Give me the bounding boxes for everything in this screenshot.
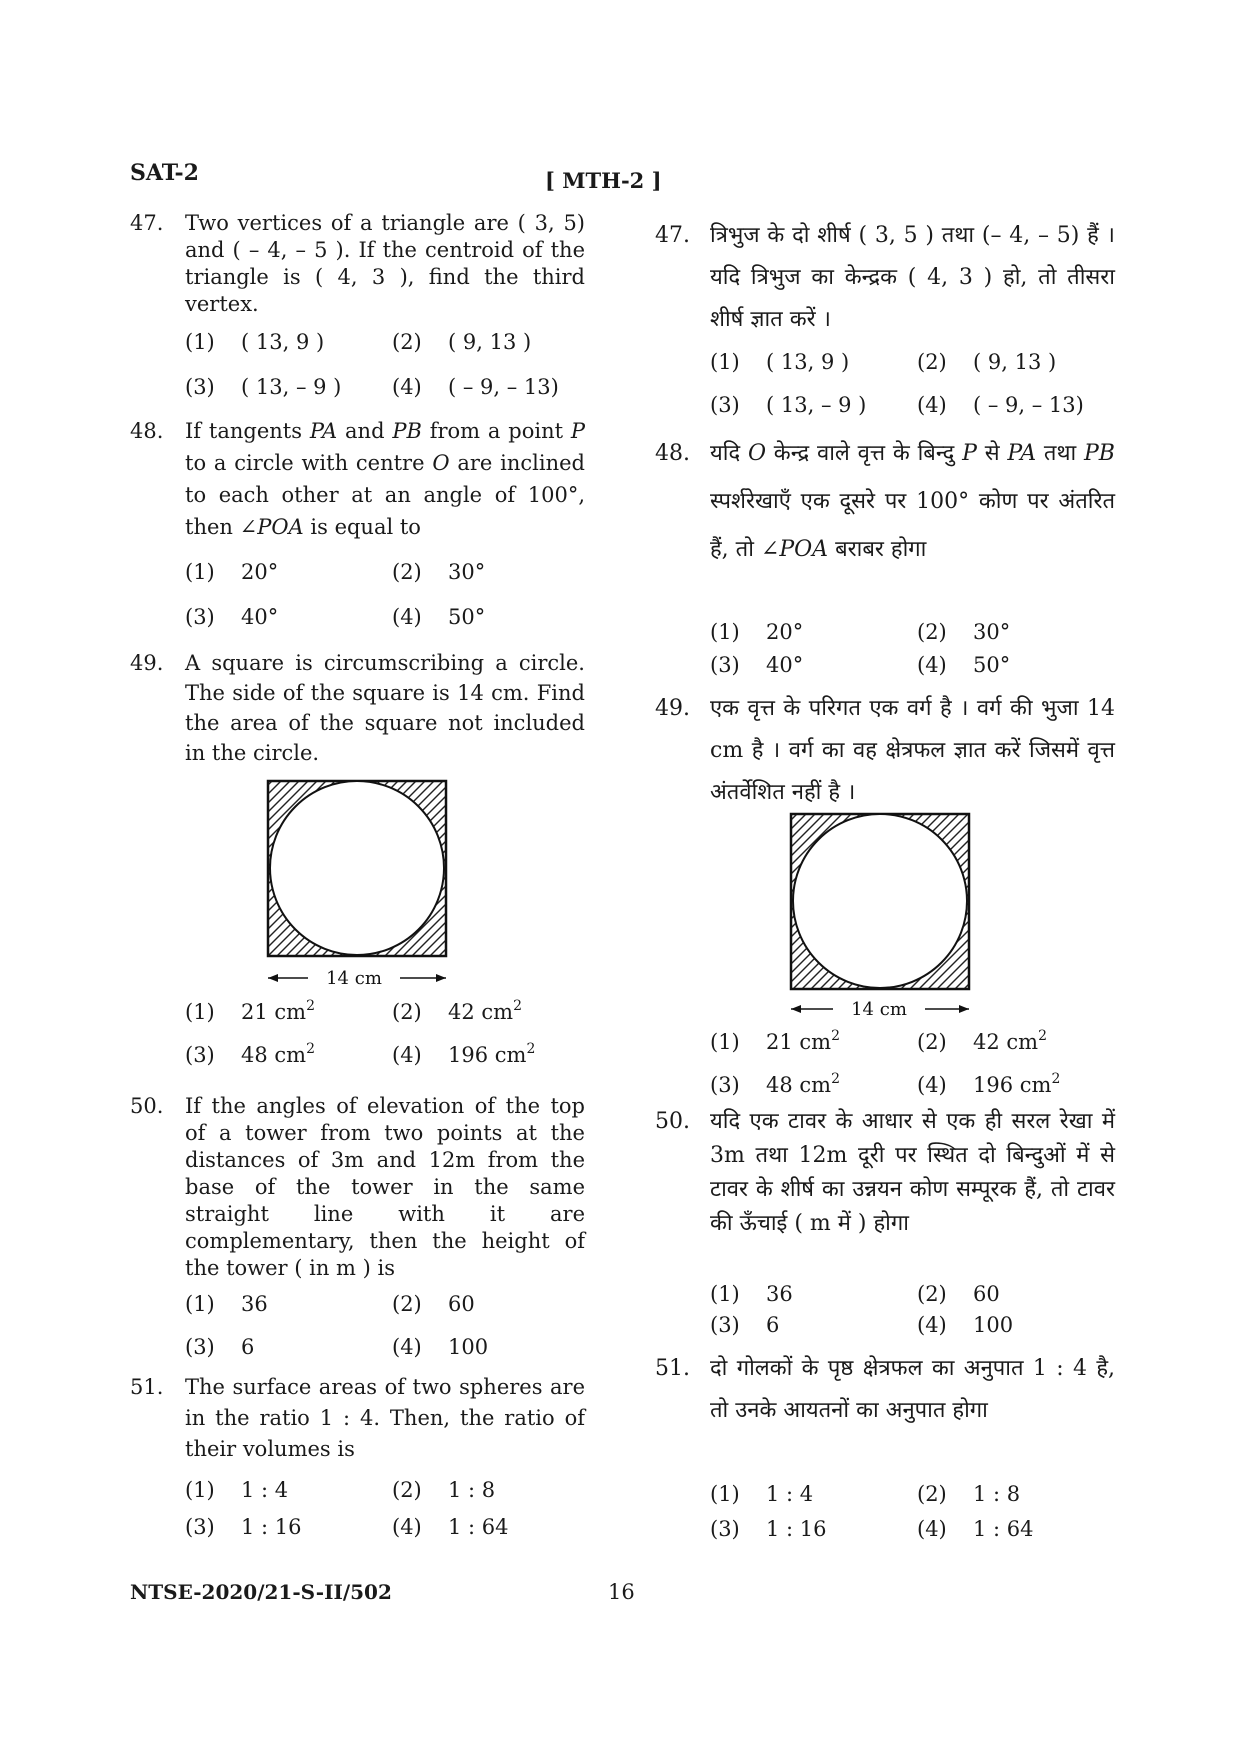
option-3: (3) 6 — [185, 1335, 255, 1359]
question-text: यदि एक टावर के आधार से एक ही सरल रेखा में 3m तथा 12m दूरी पर स्थित दो बिन्दुओं में से टावर के शीर्ष का उन्नयन कोण सम्पूरक हैं, तो टावर की ऊँचाई ( m में ) होगा — [710, 1109, 1115, 1236]
question-number: 51. — [655, 1356, 690, 1381]
question-number: 47. — [130, 211, 164, 235]
arrow-left-icon — [268, 974, 278, 982]
option-4: (4) 50° — [917, 653, 1011, 677]
inscribed-circle — [270, 781, 444, 955]
option-1: (1) 1 : 4 — [185, 1478, 289, 1502]
question-text: The surface areas of two spheres are in the ratio 1 : 4. Then, the ratio of their volumes is — [185, 1375, 585, 1461]
option-3: (3) ( 13, – 9 ) — [710, 393, 867, 417]
option-1: (1) ( 13, 9 ) — [710, 350, 850, 374]
option-1: (1) 20° — [185, 560, 279, 584]
option-1: (1) 36 — [185, 1292, 268, 1316]
arrow-right-icon — [436, 974, 446, 982]
page-number: 16 — [608, 1580, 635, 1604]
question-text: त्रिभुज के दो शीर्ष ( 3, 5 ) तथा (– 4, – 5) हैं । यदि त्रिभुज का केन्द्रक ( 4, 3 ) हो, तो तीसरा शीर्ष ज्ञात करें । — [710, 223, 1115, 332]
inscribed-circle — [793, 814, 967, 988]
question-text: दो गोलकों के पृष्ठ क्षेत्रफल का अनुपात 1 : 4 है, तो उनके आयतनों का अनुपात होगा — [710, 1356, 1115, 1423]
figure-dimension-label: 14 cm — [326, 968, 382, 989]
option-3: (3) 1 : 16 — [710, 1517, 827, 1541]
option-1: (1) 1 : 4 — [710, 1482, 814, 1506]
option-2: (2) 30° — [917, 620, 1011, 644]
option-4: (4) 1 : 64 — [917, 1517, 1034, 1541]
square-circle-figure-hi — [785, 808, 985, 1028]
arrow-left-icon — [791, 1005, 801, 1013]
option-2: (2) 42 $cm^2$ — [392, 998, 522, 1024]
option-4: (4) 100 — [917, 1313, 1014, 1337]
option-3: (3) 40° — [710, 653, 804, 677]
question-number: 48. — [130, 419, 164, 443]
option-3: (3) 6 — [710, 1313, 780, 1337]
header-sat-label: SAT-2 — [130, 160, 199, 186]
option-2: (2) 42 $cm^2$ — [917, 1028, 1047, 1054]
question-number: 49. — [130, 651, 164, 675]
option-1: (1) 21 $cm^2$ — [710, 1028, 840, 1054]
square-circle-figure-en — [260, 775, 460, 995]
option-3: (3) ( 13, – 9 ) — [185, 375, 342, 399]
option-4: (4) ( – 9, – 13) — [392, 375, 559, 399]
question-number: 50. — [130, 1094, 164, 1118]
option-2: (2) 60 — [392, 1292, 475, 1316]
question-number: 51. — [130, 1375, 164, 1399]
option-3: (3) 48 $cm^2$ — [710, 1071, 840, 1097]
option-2: (2) ( 9, 13 ) — [392, 330, 532, 354]
option-2: (2) 30° — [392, 560, 486, 584]
question-number: 49. — [655, 696, 690, 721]
option-1: (1) ( 13, 9 ) — [185, 330, 325, 354]
option-4: (4) ( – 9, – 13) — [917, 393, 1084, 417]
option-1: (1) 20° — [710, 620, 804, 644]
option-2: (2) 60 — [917, 1282, 1000, 1306]
question-text: A square is circumscribing a circle. The side of the square is 14 cm. Find the area of the square not included in the circle. — [185, 651, 585, 765]
question-text: If the angles of elevation of the top of a tower from two points at the distances of 3m and 12m from the base of the tower in the same straight line with it are complementary, then the height of the tower ( in m ) is — [185, 1094, 585, 1280]
question-text: Two vertices of a triangle are ( 3, 5) and ( – 4, – 5 ). If the centroid of the triangle is ( 4, 3 ), find the third vertex. — [185, 211, 585, 316]
question-text: एक वृत्त के परिगत एक वर्ग है । वर्ग की भुजा 14 cm है । वर्ग का वह क्षेत्रफल ज्ञात करें जिसमें वृत्त अंतर्वेशित नहीं है । — [710, 696, 1115, 805]
option-4: (4) 196 $cm^2$ — [392, 1041, 536, 1067]
question-text: If tangents PA and PB from a point P to a circle with centre O are inclined to each other at an angle of 100°, then ∠POA is equal to — [185, 419, 586, 539]
option-4: (4) 100 — [392, 1335, 489, 1359]
option-4: (4) 50° — [392, 605, 486, 629]
footer-exam-code: NTSE-2020/21-S-II/502 — [130, 1580, 392, 1604]
option-4: (4) 1 : 64 — [392, 1515, 509, 1539]
question-number: 50. — [655, 1109, 690, 1134]
figure-dimension-label: 14 cm — [851, 999, 907, 1020]
option-2: (2) 1 : 8 — [917, 1482, 1021, 1506]
question-number: 48. — [655, 441, 690, 466]
option-1: (1) 21 $cm^2$ — [185, 998, 315, 1024]
option-1: (1) 36 — [710, 1282, 793, 1306]
option-2: (2) 1 : 8 — [392, 1478, 496, 1502]
option-4: (4) 196 $cm^2$ — [917, 1071, 1061, 1097]
question-number: 47. — [655, 223, 690, 248]
option-3: (3) 48 $cm^2$ — [185, 1041, 315, 1067]
arrow-right-icon — [959, 1005, 969, 1013]
header-subject-code: [ MTH-2 ] — [545, 168, 662, 193]
option-3: (3) 40° — [185, 605, 279, 629]
option-3: (3) 1 : 16 — [185, 1515, 302, 1539]
question-text: यदि O केन्द्र वाले वृत्त के बिन्दु P से PA तथा PB स्पर्शरेखाएँ एक दूसरे पर 100° कोण पर अंतरित हैं, तो ∠POA बराबर होगा — [710, 441, 1115, 562]
option-2: (2) ( 9, 13 ) — [917, 350, 1057, 374]
